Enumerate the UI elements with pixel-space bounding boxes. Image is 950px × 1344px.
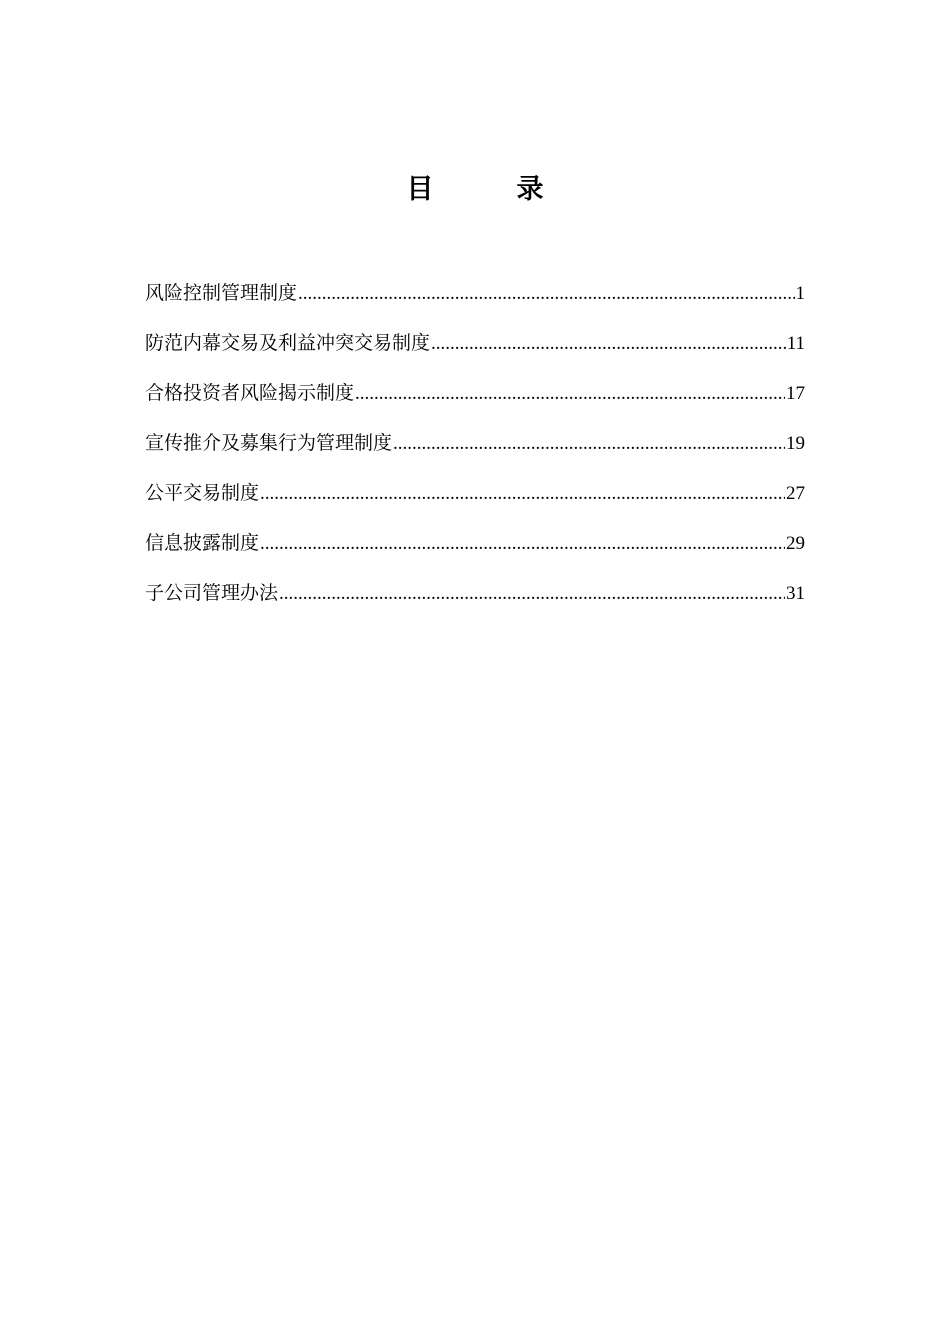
toc-entry-label: 合格投资者风险揭示制度 xyxy=(145,382,355,404)
toc-entry[interactable] xyxy=(145,526,805,576)
toc-entry-label: 信息披露制度 xyxy=(145,532,260,554)
toc-entry-label: 风险控制管理制度 xyxy=(145,282,298,304)
toc-dot-leader xyxy=(431,327,786,361)
toc-dot-leader xyxy=(260,527,785,561)
toc-entry-label: 子公司管理办法 xyxy=(145,582,279,604)
toc-entry-label: 宣传推介及募集行为管理制度 xyxy=(145,432,393,454)
toc-entry[interactable] xyxy=(145,576,805,626)
table-of-contents xyxy=(145,276,805,626)
toc-dot-leader xyxy=(393,427,785,461)
toc-entry-page: 27 xyxy=(786,483,805,504)
toc-entry[interactable] xyxy=(145,476,805,526)
toc-entry[interactable] xyxy=(145,276,805,326)
toc-entry-page: 31 xyxy=(786,583,805,604)
toc-entry-label: 防范内幕交易及利益冲突交易制度 xyxy=(145,332,431,354)
toc-dot-leader xyxy=(279,577,785,611)
toc-dot-leader xyxy=(260,477,785,511)
toc-title: 目 录 xyxy=(406,174,572,205)
toc-entry-page: 1 xyxy=(795,283,805,304)
toc-entry-page: 11 xyxy=(786,333,805,354)
toc-entry-page: 29 xyxy=(786,533,805,554)
toc-entry-page: 19 xyxy=(786,433,805,454)
toc-entry[interactable] xyxy=(145,376,805,426)
toc-entry-label: 公平交易制度 xyxy=(145,482,260,504)
toc-dot-leader xyxy=(355,377,785,411)
toc-dot-leader xyxy=(298,277,794,311)
toc-entry-page: 17 xyxy=(786,383,805,404)
toc-entry[interactable] xyxy=(145,426,805,476)
toc-entry[interactable] xyxy=(145,326,805,376)
